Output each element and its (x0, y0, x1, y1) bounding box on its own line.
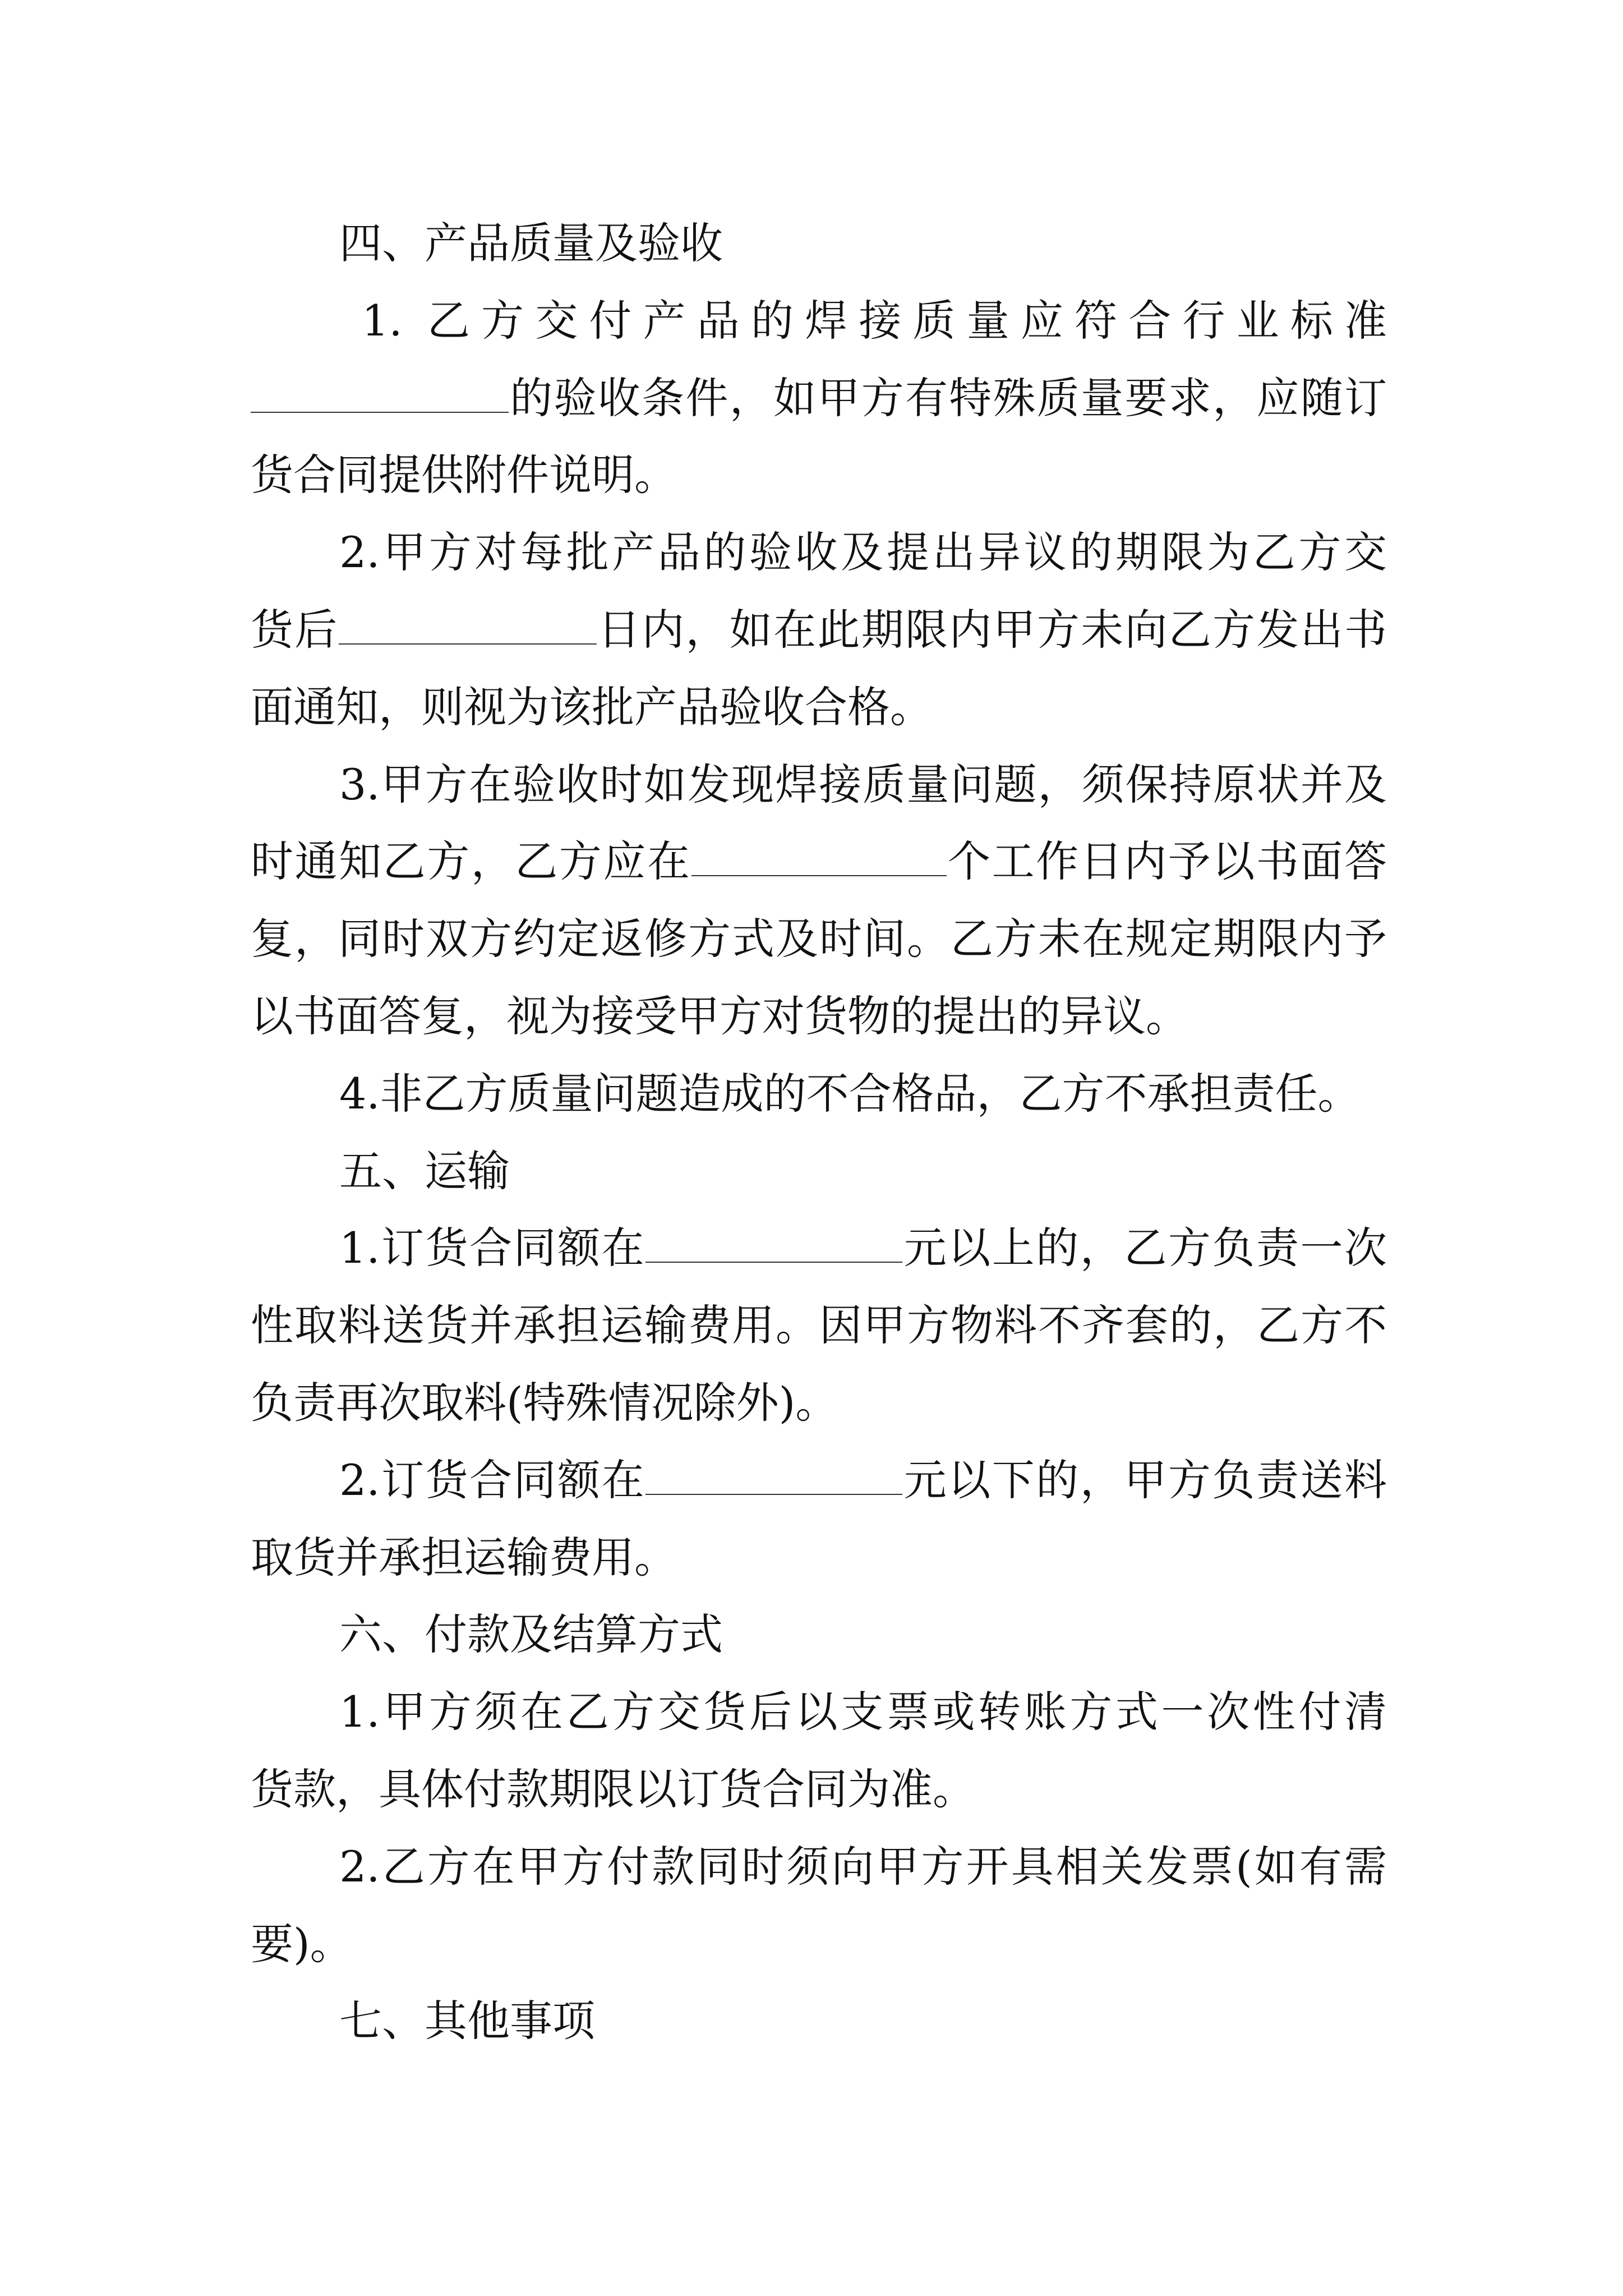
text-line (251, 604, 1387, 656)
text-segment: 元以下的，甲方负责送料 (902, 1455, 1387, 1505)
fill-in-blank (691, 836, 947, 876)
text-segment: 2.订货合同额在 (339, 1455, 646, 1505)
text-line (362, 295, 1387, 347)
text-line (339, 1455, 1387, 1506)
text-segment: 四、产品质量及验收 (339, 218, 723, 268)
text-segment: 的验收条件，如甲方有特殊质量要求，应随订 (509, 372, 1387, 423)
text-segment: 时通知乙方，乙方应在 (251, 836, 691, 887)
text-segment: 复，同时双方约定返修方式及时间。乙方未在规定期限内予 (251, 914, 1387, 964)
text-segment: 要)。 (251, 1918, 353, 1969)
text-line (339, 1222, 1387, 1274)
text-line (251, 1764, 975, 1815)
text-line (251, 449, 677, 501)
fill-in-blank (339, 604, 597, 645)
fill-in-blank (645, 1222, 902, 1263)
text-line (251, 1918, 353, 1970)
text-segment: 2.乙方在甲方付款同时须向甲方开具相关发票(如有需 (339, 1841, 1387, 1892)
text-line (251, 1377, 838, 1429)
text-segment: 取货并承担运输费用。 (251, 1532, 677, 1582)
text-segment: 元以上的，乙方负责一次 (902, 1223, 1387, 1273)
text-line (251, 1300, 1387, 1351)
text-line (251, 913, 1387, 965)
section-heading (339, 218, 723, 269)
text-segment: 1.订货合同额在 (339, 1223, 646, 1273)
section-heading (339, 1995, 595, 2047)
text-line (251, 372, 1387, 424)
fill-in-blank (251, 372, 509, 413)
text-line (339, 527, 1387, 578)
section-heading (339, 1609, 723, 1660)
fill-in-blank (645, 1455, 902, 1495)
text-segment: 个工作日内予以书面答 (946, 836, 1387, 887)
text-segment: 2.甲方对每批产品的验收及提出异议的期限为乙方交 (339, 527, 1387, 578)
text-segment: 五、运输 (339, 1145, 510, 1196)
text-segment: 面通知，则视为该批产品验收合格。 (251, 682, 933, 732)
text-segment: 以书面答复，视为接受甲方对货物的提出的异议。 (251, 991, 1188, 1041)
text-segment: 六、付款及结算方式 (339, 1609, 723, 1660)
text-line (339, 1841, 1387, 1893)
text-line (339, 1686, 1387, 1738)
text-segment: 1.甲方须在乙方交货后以支票或转账方式一次性付清 (339, 1687, 1387, 1737)
section-heading (339, 1145, 510, 1197)
text-segment: 3.甲方在验收时如发现焊接质量问题，须保持原状并及 (339, 759, 1387, 809)
text-segment: 负责再次取料(特殊情况除外)。 (251, 1378, 838, 1428)
text-line (251, 836, 1387, 887)
text-segment: 1. 乙方交付产品的焊接质量应符合行业标准 (362, 295, 1387, 346)
text-segment: 日内，如在此期限内甲方未向乙方发出书 (596, 605, 1387, 655)
text-line (251, 682, 933, 733)
text-line (339, 759, 1387, 811)
text-line (339, 1068, 1361, 1120)
text-segment: 性取料送货并承担运输费用。因甲方物料不齐套的，乙方不 (251, 1300, 1387, 1351)
text-line (251, 991, 1188, 1042)
text-segment: 七、其他事项 (339, 1996, 595, 2046)
text-segment: 货后 (251, 605, 339, 655)
text-segment: 4.非乙方质量问题造成的不合格品，乙方不承担责任。 (339, 1068, 1361, 1119)
text-segment: 货合同提供附件说明。 (251, 450, 677, 500)
text-line (251, 1532, 677, 1584)
text-segment: 货款，具体付款期限以订货合同为准。 (251, 1764, 975, 1814)
